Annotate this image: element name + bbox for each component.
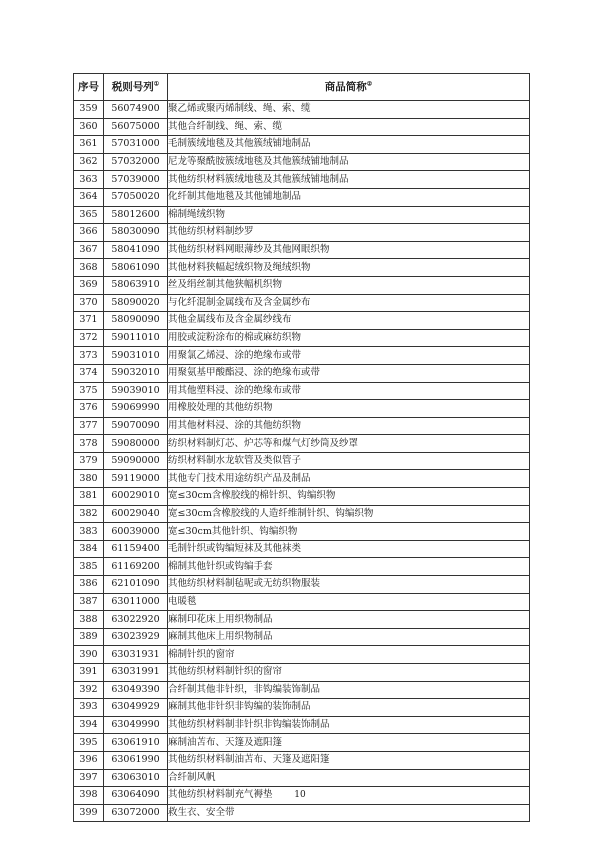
table-row	[74, 188, 530, 206]
cell-no: 367	[74, 241, 104, 259]
cell-no: 383	[74, 523, 104, 541]
cell-no: 371	[74, 312, 104, 330]
table-row	[74, 488, 530, 506]
table-row	[74, 312, 530, 330]
cell-name: 合纤制风帆	[168, 769, 530, 787]
cell-code: 58041090	[104, 241, 168, 259]
cell-no: 393	[74, 699, 104, 717]
cell-no: 397	[74, 769, 104, 787]
cell-name: 宽≤30cm含橡胶线的人造纤维制针织、钩编织物	[168, 505, 530, 523]
cell-code: 63072000	[104, 804, 168, 822]
table-row	[74, 206, 530, 224]
cell-name: 用其他材料浸、涂的其他纺织物	[168, 417, 530, 435]
cell-name: 与化纤混制金属线布及含金属纱布	[168, 294, 530, 312]
cell-no: 392	[74, 681, 104, 699]
table-row	[74, 804, 530, 822]
table-row	[74, 417, 530, 435]
cell-code: 59031010	[104, 347, 168, 365]
table-row	[74, 241, 530, 259]
cell-code: 63049929	[104, 699, 168, 717]
cell-no: 394	[74, 716, 104, 734]
table-row	[74, 593, 530, 611]
header-name: 商品简称②	[168, 74, 530, 101]
table-row	[74, 347, 530, 365]
table-header-row	[74, 74, 530, 101]
cell-name: 用聚氯乙烯浸、涂的绝缘布或带	[168, 347, 530, 365]
cell-code: 63061910	[104, 734, 168, 752]
cell-name: 麻制油苫布、天篷及遮阳篷	[168, 734, 530, 752]
table-row	[74, 153, 530, 171]
table-row	[74, 681, 530, 699]
cell-no: 389	[74, 628, 104, 646]
header-code: 税则号列①	[104, 74, 168, 101]
cell-code: 57032000	[104, 153, 168, 171]
cell-code: 59011010	[104, 329, 168, 347]
cell-name: 宽≤30cm含橡胶线的棉针织、钩编织物	[168, 488, 530, 506]
cell-name: 其他纺织材料制针织的窗帘	[168, 664, 530, 682]
cell-code: 60029040	[104, 505, 168, 523]
cell-name: 毛制簇绒地毯及其他簇绒铺地制品	[168, 136, 530, 154]
cell-no: 385	[74, 558, 104, 576]
cell-code: 58030090	[104, 224, 168, 242]
cell-name: 用橡胶处理的其他纺织物	[168, 400, 530, 418]
cell-no: 369	[74, 276, 104, 294]
cell-name: 其他专门技术用途纺织产品及制品	[168, 470, 530, 488]
cell-code: 58012600	[104, 206, 168, 224]
cell-no: 380	[74, 470, 104, 488]
cell-no: 379	[74, 452, 104, 470]
table-row	[74, 734, 530, 752]
cell-code: 58063910	[104, 276, 168, 294]
cell-code: 63049390	[104, 681, 168, 699]
cell-no: 362	[74, 153, 104, 171]
cell-code: 57039000	[104, 171, 168, 189]
table-row	[74, 171, 530, 189]
table-row	[74, 101, 530, 119]
cell-name: 其他纺织材料制毡呢或无纺织物服装	[168, 576, 530, 594]
cell-no: 373	[74, 347, 104, 365]
cell-code: 63023929	[104, 628, 168, 646]
footnote-marker-2: ②	[366, 80, 373, 88]
cell-no: 388	[74, 611, 104, 629]
cell-name: 其他纺织材料制非针织非钩编装饰制品	[168, 716, 530, 734]
cell-code: 58061090	[104, 259, 168, 277]
cell-name: 宽≤30cm其他针织、钩编织物	[168, 523, 530, 541]
table-row	[74, 329, 530, 347]
cell-code: 63011000	[104, 593, 168, 611]
cell-code: 58090020	[104, 294, 168, 312]
cell-no: 386	[74, 576, 104, 594]
cell-name: 棉制其他针织或钩编手套	[168, 558, 530, 576]
cell-no: 390	[74, 646, 104, 664]
header-no: 序号	[74, 74, 104, 101]
cell-no: 391	[74, 664, 104, 682]
cell-name: 其他纺织材料网眼薄纱及其他网眼织物	[168, 241, 530, 259]
cell-name: 电暖毯	[168, 593, 530, 611]
cell-no: 370	[74, 294, 104, 312]
cell-name: 其他合纤制线、绳、索、缆	[168, 118, 530, 136]
table-row	[74, 400, 530, 418]
cell-code: 62101090	[104, 576, 168, 594]
table-row	[74, 435, 530, 453]
table-row	[74, 470, 530, 488]
table-row	[74, 769, 530, 787]
cell-no: 376	[74, 400, 104, 418]
cell-no: 377	[74, 417, 104, 435]
cell-code: 56074900	[104, 101, 168, 119]
cell-no: 365	[74, 206, 104, 224]
cell-code: 61169200	[104, 558, 168, 576]
cell-code: 61159400	[104, 540, 168, 558]
cell-no: 361	[74, 136, 104, 154]
cell-name: 用胶或淀粉涂布的棉或麻纺织物	[168, 329, 530, 347]
table-row	[74, 716, 530, 734]
table-row	[74, 382, 530, 400]
cell-no: 387	[74, 593, 104, 611]
cell-name: 纺织材料制水龙软管及类似管子	[168, 452, 530, 470]
cell-name: 合纤制其他非针织，非钩编装饰制品	[168, 681, 530, 699]
table-row	[74, 523, 530, 541]
cell-no: 378	[74, 435, 104, 453]
table-row	[74, 540, 530, 558]
cell-no: 374	[74, 364, 104, 382]
table-row	[74, 611, 530, 629]
table-row	[74, 452, 530, 470]
table-row	[74, 664, 530, 682]
cell-no: 372	[74, 329, 104, 347]
cell-name: 棉制针织的窗帘	[168, 646, 530, 664]
table-row	[74, 576, 530, 594]
cell-no: 399	[74, 804, 104, 822]
cell-no: 396	[74, 751, 104, 769]
cell-name: 其他金属线布及含金属纱线布	[168, 312, 530, 330]
cell-name: 用其他塑料浸、涂的绝缘布或带	[168, 382, 530, 400]
cell-no: 359	[74, 101, 104, 119]
cell-name: 救生衣、安全带	[168, 804, 530, 822]
table-row	[74, 259, 530, 277]
page-number: 10	[294, 790, 306, 800]
cell-no: 368	[74, 259, 104, 277]
cell-code: 59119000	[104, 470, 168, 488]
cell-code: 63049990	[104, 716, 168, 734]
cell-code: 60029010	[104, 488, 168, 506]
table-row	[74, 276, 530, 294]
cell-no: 395	[74, 734, 104, 752]
cell-name: 聚乙烯或聚丙烯制线、绳、索、缆	[168, 101, 530, 119]
cell-name: 其他纺织材料簇绒地毯及其他簇绒铺地制品	[168, 171, 530, 189]
cell-name: 麻制其他床上用织物制品	[168, 628, 530, 646]
tariff-table	[73, 73, 530, 822]
table-row	[74, 118, 530, 136]
cell-name: 化纤制其他地毯及其他铺地制品	[168, 188, 530, 206]
cell-name: 其他纺织材料制油苫布、天篷及遮阳篷	[168, 751, 530, 769]
cell-code: 57050020	[104, 188, 168, 206]
table-row	[74, 505, 530, 523]
cell-no: 375	[74, 382, 104, 400]
cell-code: 57031000	[104, 136, 168, 154]
cell-name: 用聚氨基甲酸酯浸、涂的绝缘布或带	[168, 364, 530, 382]
table-row	[74, 751, 530, 769]
cell-code: 59032010	[104, 364, 168, 382]
cell-no: 384	[74, 540, 104, 558]
cell-no: 363	[74, 171, 104, 189]
cell-name: 其他纺织材料制充气褥垫	[168, 787, 530, 805]
cell-no: 364	[74, 188, 104, 206]
cell-code: 59080000	[104, 435, 168, 453]
cell-name: 棉制绳绒织物	[168, 206, 530, 224]
table-row	[74, 136, 530, 154]
cell-code: 56075000	[104, 118, 168, 136]
cell-name: 毛制针织或钩编短袜及其他袜类	[168, 540, 530, 558]
cell-no: 398	[74, 787, 104, 805]
cell-code: 59070090	[104, 417, 168, 435]
cell-code: 59039010	[104, 382, 168, 400]
cell-code: 63061990	[104, 751, 168, 769]
cell-name: 麻制印花床上用织物制品	[168, 611, 530, 629]
cell-name: 其他纺织材料制纱罗	[168, 224, 530, 242]
table-row	[74, 224, 530, 242]
cell-no: 360	[74, 118, 104, 136]
cell-code: 63063010	[104, 769, 168, 787]
cell-code: 63031991	[104, 664, 168, 682]
cell-no: 381	[74, 488, 104, 506]
cell-code: 58090090	[104, 312, 168, 330]
cell-code: 63022920	[104, 611, 168, 629]
cell-name: 其他材料狭幅起绒织物及绳绒织物	[168, 259, 530, 277]
table-row	[74, 364, 530, 382]
table-row	[74, 558, 530, 576]
cell-name: 丝及绢丝制其他狭幅机织物	[168, 276, 530, 294]
cell-no: 382	[74, 505, 104, 523]
cell-code: 63064090	[104, 787, 168, 805]
cell-code: 60039000	[104, 523, 168, 541]
cell-no: 366	[74, 224, 104, 242]
cell-name: 纺织材料制灯芯、炉芯等和煤气灯纱筒及纱罩	[168, 435, 530, 453]
table-row	[74, 699, 530, 717]
cell-name: 尼龙等聚酰胺簇绒地毯及其他簇绒铺地制品	[168, 153, 530, 171]
footnote-marker-1: ①	[153, 80, 160, 88]
cell-code: 59090000	[104, 452, 168, 470]
table-row	[74, 628, 530, 646]
table-row	[74, 294, 530, 312]
cell-code: 63031931	[104, 646, 168, 664]
table-row	[74, 646, 530, 664]
cell-name: 麻制其他非针织非钩编的装饰制品	[168, 699, 530, 717]
cell-code: 59069990	[104, 400, 168, 418]
